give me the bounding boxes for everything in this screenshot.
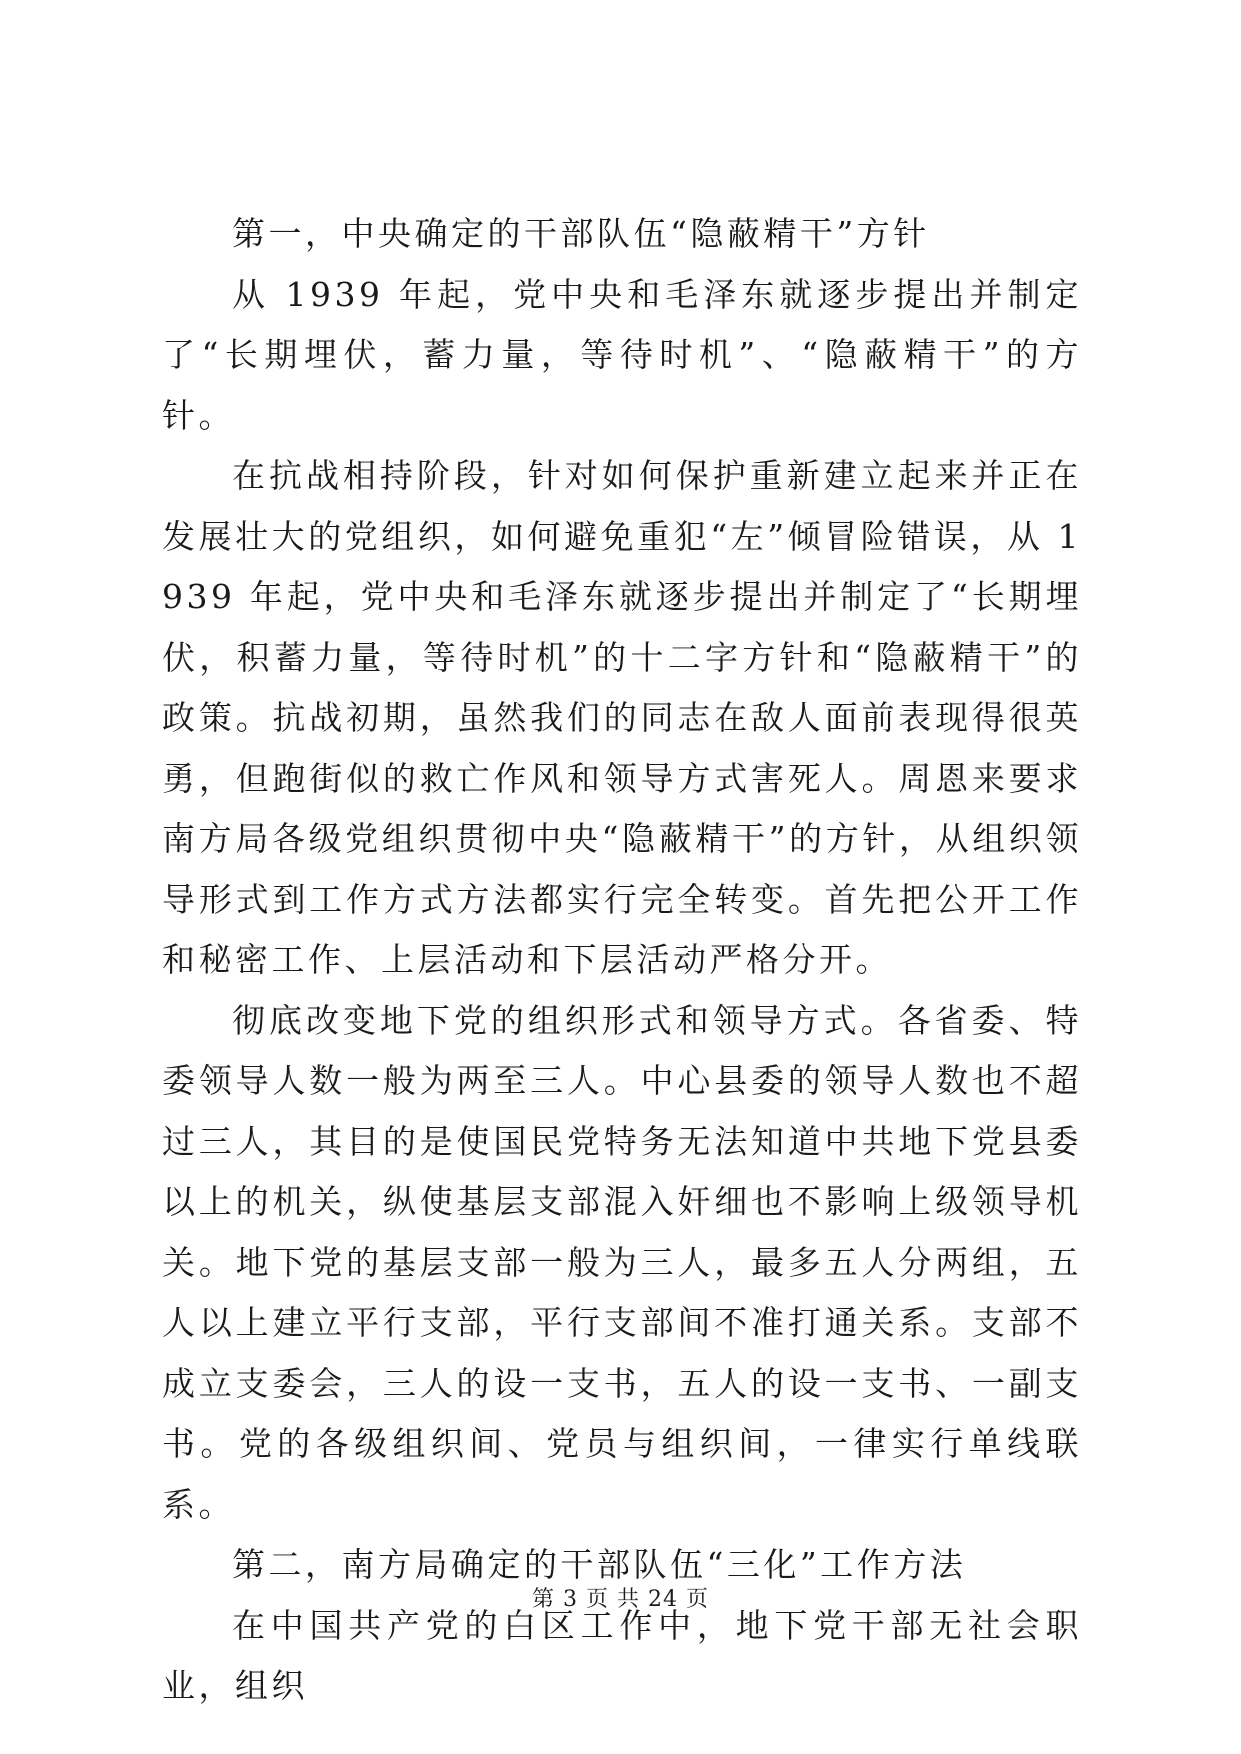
page-number-footer: 第 3 页 共 24 页 [532,1587,709,1612]
document-body [162,204,1082,1717]
section-heading-1: 第一，中央确定的干部队伍“隐蔽精干”方针 [232,214,930,253]
paragraph-4: 在中国共产党的白区工作中，地下党干部无社会职业，组织 [162,1605,1082,1705]
section-heading-2: 第二，南方局确定的干部队伍“三化”工作方法 [232,1545,967,1584]
paragraph-1: 从 1939 年起，党中央和毛泽东就逐步提出并制定了“长期埋伏，蓄力量，等待时机”、“隐蔽精干”的方针。 [162,274,1082,435]
paragraph-3: 彻底改变地下党的组织形式和领导方式。各省委、特委领导人数一般为两至三人。中心县委的领导人数也不超过三人，其目的是使国民党特务无法知道中共地下党县委以上的机关，纵使基层支部混入奸细也不影响上级领导机关。地下党的基层支部一般为三人，最多五人分两组，五人以上建立平行支部，平行支部间不准打通关系。支部不成立支委会，三人的设一支书，五人的设一支书、一副支书。党的各级组织间、党员与组织间，一律实行单线联系。 [162,1000,1082,1524]
paragraph-2: 在抗战相持阶段，针对如何保护重新建立起来并正在发展壮大的党组织，如何避免重犯“左”倾冒险错误，从 1939 年起，党中央和毛泽东就逐步提出并制定了“长期埋伏，积蓄力量，等待时机”的十二字方针和“隐蔽精干”的政策。抗战初期，虽然我们的同志在敌人面前表现得很英勇，但跑街似的救亡作风和领导方式害死人。周恩来要求南方局各级党组织贯彻中央“隐蔽精干”的方针，从组织领导形式到工作方式方法都实行完全转变。首先把公开工作和秘密工作、上层活动和下层活动严格分开。 [162,456,1082,979]
